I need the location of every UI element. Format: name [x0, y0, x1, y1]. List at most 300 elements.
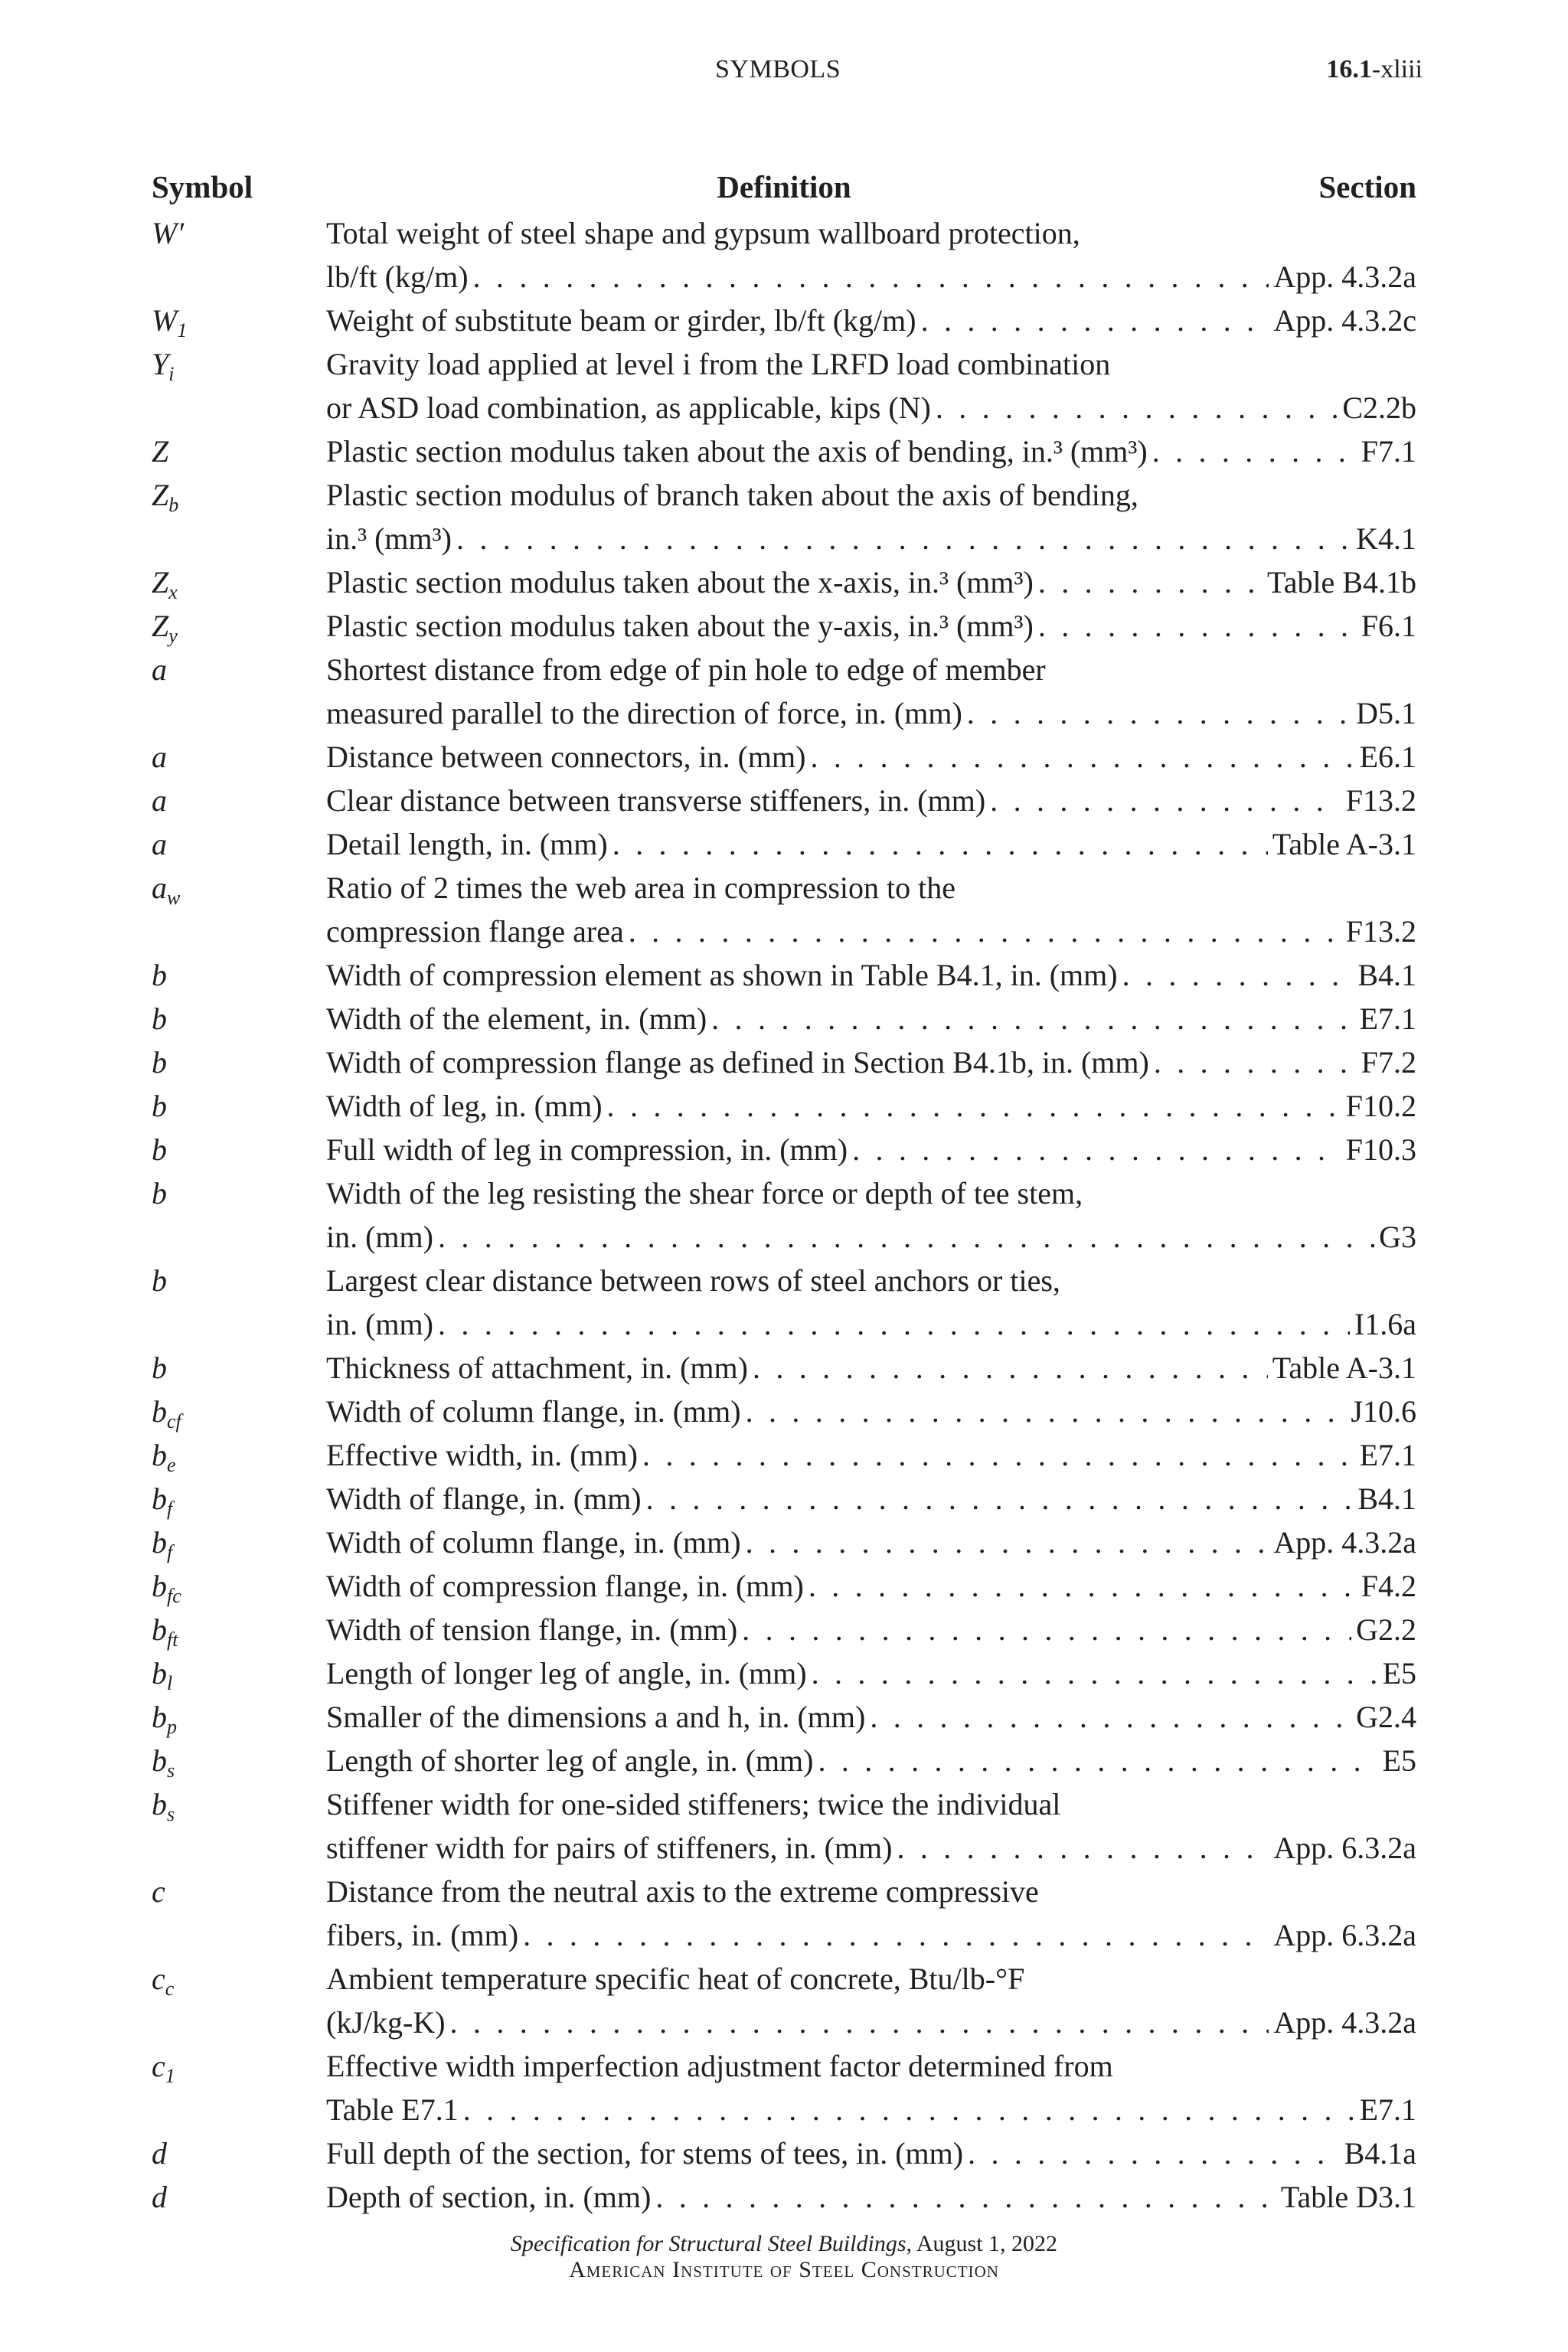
definition-line: [326, 517, 1416, 560]
symbol-subscript: e: [167, 1454, 176, 1476]
definition-line: [326, 2088, 1416, 2132]
symbol-cell: [152, 211, 184, 255]
table-row: [152, 430, 1416, 473]
symbol-base: b: [152, 1089, 167, 1123]
section-ref: G2.2: [1356, 1612, 1416, 1647]
symbol-cell: [152, 866, 180, 920]
symbol-base: b: [152, 1001, 167, 1036]
symbol-base: d: [152, 2180, 167, 2214]
symbol-cell: [152, 822, 167, 866]
symbol-cell: [152, 1171, 167, 1215]
symbol-base: b: [152, 1612, 167, 1647]
symbols-table: [152, 164, 1416, 2219]
dot-leader: [1038, 604, 1357, 648]
table-row: [152, 1870, 1416, 1957]
symbol-base: Z: [152, 434, 169, 469]
definition-text: Length of shorter leg of angle, in. (mm): [326, 1743, 814, 1778]
symbol-base: b: [152, 1351, 167, 1385]
definition-text: Shortest distance from edge of pin hole to edge of member: [326, 652, 1046, 687]
definition-text: Ratio of 2 times the web area in compression to the: [326, 871, 956, 905]
table-row: [152, 473, 1416, 560]
dot-leader: [612, 822, 1268, 866]
definition-line: [326, 2001, 1416, 2044]
definition-text: Smaller of the dimensions a and h, in. (mm): [326, 1700, 866, 1734]
section-ref: E5: [1382, 1656, 1416, 1690]
symbol-base: d: [152, 2136, 167, 2171]
definition-line: [326, 691, 1416, 735]
table-row: [152, 342, 1416, 430]
table-row: [152, 1128, 1416, 1171]
table-row: [152, 1040, 1416, 1084]
section-ref: E6.1: [1359, 740, 1416, 774]
section-ref: C2.2b: [1342, 390, 1416, 425]
symbol-base: b: [152, 1132, 167, 1167]
table-row: [152, 1259, 1416, 1346]
table-row: [152, 1084, 1416, 1128]
definition-cell: [326, 299, 1416, 342]
table-row: [152, 1608, 1416, 1651]
page-footer: [0, 2231, 1568, 2283]
definition-line: [326, 1084, 1416, 1128]
definition-cell: [326, 953, 1416, 997]
section-ref: App. 6.3.2a: [1273, 1918, 1416, 1952]
definition-line: [326, 386, 1416, 430]
definition-text: Width of the leg resisting the shear force or depth of tee stem,: [326, 1176, 1083, 1210]
symbol-base: b: [152, 1525, 167, 1560]
definition-cell: [326, 1040, 1416, 1084]
definition-line: [326, 1739, 1416, 1782]
definition-line: [326, 1608, 1416, 1651]
symbol-subscript: i: [168, 363, 175, 385]
table-row: [152, 822, 1416, 866]
page-number-part: 16.1: [1326, 55, 1372, 83]
dot-leader: [629, 910, 1341, 953]
table-row: [152, 211, 1416, 299]
definition-line: [326, 735, 1416, 779]
definition-cell: [326, 1259, 1416, 1346]
header-symbol: Symbol: [152, 169, 253, 204]
definition-cell: [326, 1477, 1416, 1521]
definition-line: [326, 1477, 1416, 1521]
section-ref: F13.2: [1345, 783, 1416, 818]
symbol-subscript: 1: [177, 319, 188, 341]
section-ref: J10.6: [1351, 1394, 1416, 1429]
table-row: [152, 997, 1416, 1040]
definition-line: [326, 1782, 1416, 1826]
definition-text: Width of compression element as shown in Table B4.1, in. (mm): [326, 958, 1118, 992]
definition-text: Detail length, in. (mm): [326, 827, 608, 861]
table-row: [152, 299, 1416, 342]
definition-line: [326, 1695, 1416, 1739]
dot-leader: [921, 299, 1269, 342]
running-head: [0, 55, 1568, 93]
definition-text: Distance from the neutral axis to the extreme compressive: [326, 1874, 1039, 1909]
definition-text: Plastic section modulus taken about the y-axis, in.³ (mm³): [326, 609, 1034, 643]
section-ref: Table D3.1: [1280, 2180, 1416, 2214]
definition-text: measured parallel to the direction of force, in. (mm): [326, 696, 962, 730]
footer-publisher: American Institute of Steel Construction: [569, 2257, 999, 2282]
symbol-base: Z: [152, 565, 169, 599]
definition-line: [326, 299, 1416, 342]
definition-text: Length of longer leg of angle, in. (mm): [326, 1656, 807, 1690]
dot-leader: [646, 1477, 1354, 1521]
table-row: [152, 866, 1416, 953]
symbol-base: b: [152, 1045, 167, 1080]
section-ref: E7.1: [1359, 2092, 1416, 2127]
symbol-base: c: [152, 2049, 165, 2083]
definition-text: Largest clear distance between rows of steel anchors or ties,: [326, 1263, 1060, 1298]
definition-cell: [326, 1651, 1416, 1695]
definition-line: [326, 1259, 1416, 1302]
definition-line: [326, 1302, 1416, 1346]
table-row: [152, 2132, 1416, 2175]
definition-cell: [326, 1739, 1416, 1782]
section-ref: E7.1: [1359, 1001, 1416, 1036]
symbol-cell: [152, 1040, 167, 1084]
definition-line: [326, 1171, 1416, 1215]
section-ref: G2.4: [1356, 1700, 1416, 1734]
symbol-subscript: 1: [165, 2065, 175, 2087]
definition-cell: [326, 1521, 1416, 1564]
definition-text: Gravity load applied at level i from the LRFD load combination: [326, 347, 1111, 381]
definition-text: in. (mm): [326, 1307, 433, 1341]
section-ref: F10.2: [1345, 1089, 1416, 1123]
dot-leader: [967, 691, 1351, 735]
table-header: [152, 164, 1416, 211]
section-ref: K4.1: [1356, 521, 1416, 556]
page-number-roman: -xliii: [1371, 55, 1423, 83]
symbol-cell: [152, 1870, 165, 1913]
definition-line: [326, 1826, 1416, 1870]
definition-line: [326, 560, 1416, 604]
definition-text: Width of the element, in. (mm): [326, 1001, 707, 1036]
section-ref: E5: [1382, 1743, 1416, 1778]
definition-cell: [326, 779, 1416, 822]
symbol-subscript: y: [168, 625, 178, 647]
symbol-subscript: b: [168, 494, 179, 516]
definition-text: Stiffener width for one-sided stiffeners; twice the individual: [326, 1787, 1061, 1821]
definition-text: Plastic section modulus of branch taken about the axis of bending,: [326, 478, 1138, 512]
symbol-subscript: x: [168, 581, 178, 603]
section-ref: B4.1: [1357, 958, 1416, 992]
footer-date: , August 1, 2022: [906, 2231, 1058, 2256]
definition-text: in.³ (mm³): [326, 521, 452, 556]
definition-cell: [326, 1433, 1416, 1477]
symbol-base: b: [152, 1700, 167, 1734]
symbol-base: a: [152, 652, 167, 687]
definition-cell: [326, 2175, 1416, 2219]
dot-leader: [711, 997, 1354, 1040]
table-row: [152, 1957, 1416, 2044]
section-ref: Table B4.1b: [1267, 565, 1416, 599]
symbol-base: b: [152, 1656, 167, 1690]
page-number: [1326, 55, 1423, 84]
section-ref: App. 4.3.2a: [1273, 1525, 1416, 1560]
definition-cell: [326, 2132, 1416, 2175]
definition-text: fibers, in. (mm): [326, 1918, 519, 1952]
symbol-subscript: f: [167, 1498, 173, 1520]
definition-cell: [326, 1564, 1416, 1608]
section-ref: F10.3: [1345, 1132, 1416, 1167]
symbol-cell: [152, 342, 174, 396]
definition-text: Plastic section modulus taken about the x-axis, in.³ (mm³): [326, 565, 1034, 599]
symbol-cell: [152, 1128, 167, 1171]
definition-text: Ambient temperature specific heat of concrete, Btu/lb-°F: [326, 1962, 1025, 1996]
definition-line: [326, 430, 1416, 473]
table-row: [152, 648, 1416, 735]
section-ref: F4.2: [1361, 1569, 1416, 1603]
definition-text: Distance between connectors, in. (mm): [326, 740, 806, 774]
dot-leader: [473, 255, 1269, 299]
symbol-base: b: [152, 1787, 167, 1821]
symbol-cell: [152, 2044, 175, 2098]
symbol-base: b: [152, 1263, 167, 1298]
symbol-base: b: [152, 1481, 167, 1516]
definition-text: Width of tension flange, in. (mm): [326, 1612, 738, 1647]
definition-text: Thickness of attachment, in. (mm): [326, 1351, 748, 1385]
definition-line: [326, 910, 1416, 953]
symbol-cell: [152, 735, 167, 779]
table-body: [152, 211, 1416, 2219]
definition-text: Weight of substitute beam or girder, lb/ft (kg/m): [326, 303, 916, 338]
definition-text: Table E7.1: [326, 2092, 459, 2127]
definition-cell: [326, 473, 1416, 560]
definition-text: Depth of section, in. (mm): [326, 2180, 652, 2214]
symbol-base: W′: [152, 216, 185, 250]
table-row: [152, 953, 1416, 997]
symbol-base: b: [152, 1569, 167, 1603]
table-row: [152, 2175, 1416, 2219]
definition-line: [326, 1913, 1416, 1957]
definition-cell: [326, 1870, 1416, 1957]
dot-leader: [870, 1695, 1351, 1739]
symbol-cell: [152, 648, 167, 691]
definition-text: Total weight of steel shape and gypsum wallboard protection,: [326, 216, 1080, 250]
definition-cell: [326, 735, 1416, 779]
symbol-cell: [152, 997, 167, 1040]
definition-cell: [326, 1695, 1416, 1739]
table-row: [152, 1477, 1416, 1521]
section-ref: D5.1: [1356, 696, 1416, 730]
symbol-cell: [152, 953, 167, 997]
dot-leader: [990, 779, 1341, 822]
definition-text: stiffener width for pairs of stiffeners, in. (mm): [326, 1831, 893, 1865]
symbol-cell: [152, 473, 178, 527]
symbol-subscript: w: [167, 887, 181, 909]
dot-leader: [1038, 560, 1263, 604]
dot-leader: [812, 1651, 1378, 1695]
dot-leader: [818, 1739, 1377, 1782]
symbol-subscript: l: [167, 1672, 173, 1694]
definition-cell: [326, 822, 1416, 866]
symbol-base: a: [152, 783, 167, 818]
definition-cell: [326, 1346, 1416, 1390]
symbol-subscript: s: [167, 1803, 175, 1825]
dot-leader: [810, 735, 1354, 779]
definition-text: Width of column flange, in. (mm): [326, 1525, 741, 1560]
header-definition: Definition: [717, 169, 851, 204]
definition-line: [326, 2175, 1416, 2219]
definition-line: [326, 997, 1416, 1040]
symbol-cell: [152, 2132, 167, 2175]
dot-leader: [607, 1084, 1341, 1128]
dot-leader: [968, 2132, 1339, 2175]
definition-text: Full depth of the section, for stems of tees, in. (mm): [326, 2136, 964, 2171]
definition-line: [326, 1651, 1416, 1695]
definition-line: [326, 604, 1416, 648]
definition-text: compression flange area: [326, 914, 624, 949]
definition-cell: [326, 1390, 1416, 1433]
symbol-subscript: cf: [167, 1410, 181, 1432]
symbol-cell: [152, 1346, 167, 1390]
symbol-base: b: [152, 958, 167, 992]
definition-cell: [326, 1782, 1416, 1870]
definition-line: [326, 473, 1416, 517]
symbol-subscript: c: [165, 1978, 175, 2000]
dot-leader: [642, 1433, 1355, 1477]
header-section: Section: [1318, 169, 1416, 204]
definition-cell: [326, 648, 1416, 735]
definition-text: Plastic section modulus taken about the axis of bending, in.³ (mm³): [326, 434, 1148, 469]
definition-text: or ASD load combination, as applicable, kips (N): [326, 390, 931, 425]
symbol-subscript: s: [167, 1759, 175, 1782]
section-ref: F13.2: [1345, 914, 1416, 949]
section-ref: Table A-3.1: [1272, 1351, 1416, 1385]
symbol-cell: [152, 1084, 167, 1128]
section-ref: B4.1a: [1344, 2136, 1416, 2171]
table-row: [152, 1346, 1416, 1390]
table-row: [152, 1564, 1416, 1608]
dot-leader: [456, 517, 1351, 560]
symbol-base: Z: [152, 609, 169, 643]
dot-leader: [742, 1608, 1351, 1651]
definition-line: [326, 822, 1416, 866]
definition-text: Effective width imperfection adjustment factor determined from: [326, 2049, 1113, 2083]
definition-line: [326, 1564, 1416, 1608]
definition-text: Clear distance between transverse stiffeners, in. (mm): [326, 783, 986, 818]
definition-cell: [326, 1608, 1416, 1651]
definition-cell: [326, 560, 1416, 604]
definition-line: [326, 1433, 1416, 1477]
definition-line: [326, 211, 1416, 255]
definition-cell: [326, 2044, 1416, 2132]
symbol-base: a: [152, 740, 167, 774]
symbol-subscript: fc: [167, 1585, 181, 1607]
symbol-cell: [152, 2175, 167, 2219]
symbol-subscript: f: [167, 1541, 173, 1563]
symbol-cell: [152, 430, 168, 473]
running-head-title: SYMBOLS: [715, 55, 841, 83]
definition-text: in. (mm): [326, 1220, 433, 1254]
section-ref: I1.6a: [1354, 1307, 1416, 1341]
definition-cell: [326, 604, 1416, 648]
symbol-base: Y: [152, 347, 169, 381]
symbol-base: b: [152, 1438, 167, 1472]
dot-leader: [852, 1128, 1341, 1171]
section-ref: App. 4.3.2a: [1273, 260, 1416, 294]
section-ref: B4.1: [1357, 1481, 1416, 1516]
definition-line: [326, 648, 1416, 691]
symbol-cell: [152, 779, 167, 822]
definition-line: [326, 342, 1416, 386]
definition-text: Effective width, in. (mm): [326, 1438, 638, 1472]
definition-cell: [326, 430, 1416, 473]
definition-line: [326, 779, 1416, 822]
definition-cell: [326, 211, 1416, 299]
dot-leader: [808, 1564, 1357, 1608]
definition-line: [326, 1957, 1416, 2001]
section-ref: F7.1: [1361, 434, 1416, 469]
definition-line: [326, 1346, 1416, 1390]
table-row: [152, 1433, 1416, 1477]
definition-line: [326, 2044, 1416, 2088]
dot-leader: [1154, 1040, 1357, 1084]
symbol-subscript: p: [167, 1716, 177, 1738]
symbol-base: b: [152, 1743, 167, 1778]
table-row: [152, 1782, 1416, 1870]
section-ref: Table A-3.1: [1272, 827, 1416, 861]
symbol-base: Z: [152, 478, 169, 512]
definition-cell: [326, 1171, 1416, 1259]
table-row: [152, 604, 1416, 648]
definition-text: Width of compression flange, in. (mm): [326, 1569, 804, 1603]
dot-leader: [746, 1390, 1347, 1433]
dot-leader: [655, 2175, 1276, 2219]
symbol-cell: [152, 1259, 167, 1302]
footer-spec-title: Specification for Structural Steel Buildings: [510, 2231, 906, 2256]
dot-leader: [746, 1521, 1269, 1564]
definition-text: lb/ft (kg/m): [326, 260, 469, 294]
dot-leader: [1122, 953, 1354, 997]
section-ref: F7.2: [1361, 1045, 1416, 1080]
definition-cell: [326, 342, 1416, 430]
definition-text: Width of compression flange as defined in Section B4.1b, in. (mm): [326, 1045, 1149, 1080]
definition-cell: [326, 1084, 1416, 1128]
definition-line: [326, 1128, 1416, 1171]
definition-text: Width of leg, in. (mm): [326, 1089, 603, 1123]
symbol-cell: [152, 1957, 174, 2011]
definition-cell: [326, 866, 1416, 953]
dot-leader: [753, 1346, 1268, 1390]
definition-line: [326, 953, 1416, 997]
symbol-base: c: [152, 1874, 165, 1909]
symbol-subscript: ft: [167, 1628, 178, 1651]
section-ref: App. 6.3.2a: [1273, 1831, 1416, 1865]
table-row: [152, 1695, 1416, 1739]
table-row: [152, 1171, 1416, 1259]
table-row: [152, 1739, 1416, 1782]
dot-leader: [438, 1302, 1350, 1346]
table-row: [152, 735, 1416, 779]
dot-leader: [1152, 430, 1357, 473]
symbol-base: b: [152, 1176, 167, 1210]
definition-line: [326, 1870, 1416, 1913]
dot-leader: [936, 386, 1338, 430]
definition-line: [326, 1521, 1416, 1564]
definition-text: Width of flange, in. (mm): [326, 1481, 642, 1516]
definition-line: [326, 255, 1416, 299]
section-ref: App. 4.3.2c: [1273, 303, 1416, 338]
definition-cell: [326, 1957, 1416, 2044]
dot-leader: [463, 2088, 1355, 2132]
dot-leader: [450, 2001, 1269, 2044]
definition-line: [326, 1040, 1416, 1084]
definition-text: (kJ/kg-K): [326, 2005, 446, 2040]
table-row: [152, 1521, 1416, 1564]
dot-leader: [897, 1826, 1269, 1870]
symbol-base: a: [152, 827, 167, 861]
section-ref: App. 4.3.2a: [1273, 2005, 1416, 2040]
